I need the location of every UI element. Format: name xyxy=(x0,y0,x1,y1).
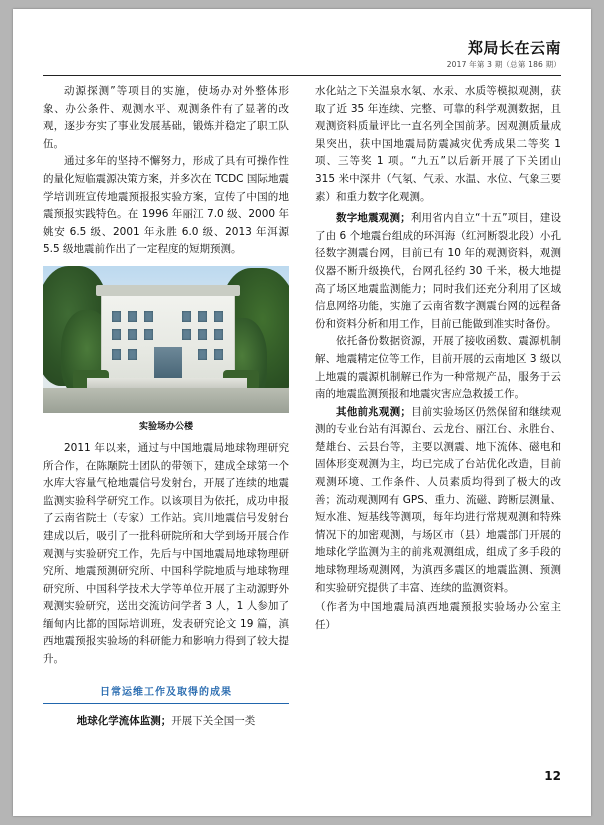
left-column xyxy=(43,83,289,783)
content-columns xyxy=(43,83,561,783)
photo-window xyxy=(112,349,121,360)
photo-window xyxy=(198,329,207,340)
figure xyxy=(43,266,289,432)
photo-window xyxy=(112,311,121,322)
page-title: 郑局长在云南 xyxy=(467,39,561,57)
paragraph: 2011 年以来，通过与中国地震局地球物理研究所合作，在陈颙院士团队的带领下，建成全球第一个水库大容量气枪地震信号发射台，开展了连续的地震监测实验科学研究工作。以该项目为依托，成功申报了云南省院士（专家）工作站。宾川地震信号发射台建成以后，吸引了一批科研院所和大学到场开展合作观测与实验研究工作，先后与中国地震局地球物理研究所、地震预测研究所、中国科学院地质与地球物理研究所、中国科学技术大学等单位开展了主动源野外观测实验研究，送出交流访问学者 3 人，1 人参加了缅甸内比都的国际培训班，发表研究论文 19 篇，滇西地震预报实验场的科研能力和影响力得到了较大提升。 xyxy=(43,441,289,666)
subsection-text: 开展下关全国一类 xyxy=(171,714,256,727)
section-label: 数字地震观测； xyxy=(336,212,411,225)
subsection-line xyxy=(43,713,289,731)
section-text: 利用省内自立“十五”项目，建设了由 6 个地震台组成的环洱海（红河断裂北段）小孔径数字测震台网，目前已有 10 年的观测资料，观测仪器不断升级换代，台网孔径约 30 千米，极大地提高了场区地震监测能力；同时我们还充分利用了区域信息网络功能，实施了云南省数字测震台网的远程备份和资料分析和用工作，目前已能做到准实时备份。 xyxy=(315,212,562,330)
paragraph-section xyxy=(315,333,561,403)
paragraph: 通过多年的坚持不懈努力，形成了具有可操作性的量化短临震源决策方案，并多次在 TCDC 国际地震学培训班宣传地震预报报实验方案，宣传了中国的地震预报实践特色。在 1996 年丽江 7.0 级、2000 年姚安 6.5 级、2001 年永胜 6.0 级、2013 年洱源 5.5 级地震前作出了一定程度的短期预测。 xyxy=(43,155,289,256)
paragraph-section xyxy=(315,210,561,333)
section-heading: 日常运维工作及取得的成果 xyxy=(100,686,232,698)
right-column xyxy=(315,83,561,783)
photo-window xyxy=(214,349,223,360)
photo-window xyxy=(128,329,137,340)
section-divider xyxy=(43,703,289,704)
photo-window xyxy=(144,329,153,340)
section-label: 其他前兆观测； xyxy=(336,405,411,418)
page-number: 12 xyxy=(544,769,561,783)
paragraph: 水化站之下关温泉水氡、水汞、水质等模拟观测，获取了近 35 年连续、完整、可靠的科学观测数据，且观测资料质量评比一直名列全国前茅。因观测质量成果突出，获中国地震局防震减灾优秀成果二等奖 1 项、三等奖 1 项。“九五”以后新开展了下关团山 315 米中深井（气氡、气汞、水温、水位、气象三要素）和重力数字化观测。 xyxy=(315,85,561,203)
photo-window xyxy=(128,349,137,360)
photo-window xyxy=(214,329,223,340)
photo-ground xyxy=(43,388,289,413)
office-building-photo xyxy=(43,266,289,413)
issue-info: 2017 年第 3 期（总第 186 期） xyxy=(446,60,561,69)
paragraph-section xyxy=(315,404,561,598)
author-byline: （作者为中国地震局滇西地震预报实验场办公室主任） xyxy=(315,601,561,631)
document-page xyxy=(13,9,591,816)
photo-window xyxy=(182,329,191,340)
photo-window xyxy=(182,311,191,322)
photo-window xyxy=(144,311,153,322)
photo-building xyxy=(101,290,235,388)
photo-window xyxy=(198,349,207,360)
photo-steps xyxy=(87,378,247,388)
photo-building-roof xyxy=(96,285,240,296)
photo-window xyxy=(198,311,207,322)
subsection-label: 地球化学流体监测； xyxy=(76,714,172,727)
page-inner xyxy=(43,31,561,791)
section-text: 目前实验场区仍然保留和继续观测的专业台站有洱源台、云龙台、丽江台、永胜台、楚雄台、云县台等，主要以测震、地下流体、磁电和固体形变观测为主，均已完成了台站优化改造，目前观测环境、工作条件、人员素质均得到了极大的改善；流动观测网有 GPS、重力、流磁、跨断层测量、短水准、短基线等测项，每年均进行常规观测和特殊情况下的加密观测，与场区市（县）地震部门开展的地球化学监测为主的前兆观测组成，组成了多手段的地球物理场观测网，为滇西多震区的地震监测、预测和实验研究提供了丰富、连续的监测资料。 xyxy=(315,405,562,594)
header-divider xyxy=(43,75,561,76)
section-text: 依托备份数据资源，开展了接收函数、震源机制解、地震精定位等工作，目前开展的云南地区 3 级以上地震的震源机制解已作为一种常规产品，服务于云南的地震监测预报和地震灾害应急救援工作。 xyxy=(315,335,561,401)
figure-caption: 实验场办公楼 xyxy=(138,421,193,432)
paragraph: 动源探测”等项目的实施，使场办对外整体形象、办公条件、观测水平、观测条件有了显著的改观，逐步夯实了事业发展基础，锻炼并稳定了职工队伍。 xyxy=(43,85,289,150)
photo-window xyxy=(128,311,137,322)
photo-window xyxy=(214,311,223,322)
page-header xyxy=(43,31,561,79)
photo-window xyxy=(112,329,121,340)
